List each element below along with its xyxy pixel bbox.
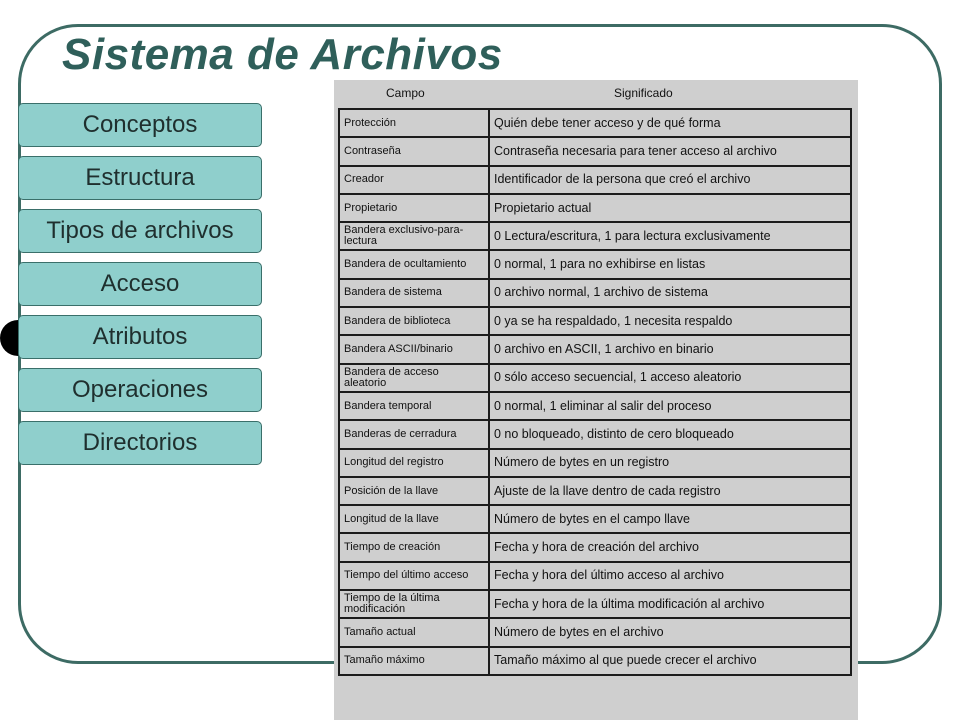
field-name-cell: Bandera de ocultamiento [339,250,489,278]
field-meaning-cell: Número de bytes en un registro [489,449,851,477]
table-row [339,137,851,165]
field-meaning-cell: 0 normal, 1 eliminar al salir del proceso [489,392,851,420]
field-name-cell: Longitud del registro [339,449,489,477]
table-row [339,166,851,194]
table-row [339,477,851,505]
nav-item-conceptos[interactable] [18,103,262,147]
nav-item-estructura[interactable] [18,156,262,200]
attributes-table-image [334,80,858,720]
field-meaning-cell: 0 archivo normal, 1 archivo de sistema [489,279,851,307]
nav-item-acceso[interactable] [18,262,262,306]
field-meaning-cell: Ajuste de la llave dentro de cada registro [489,477,851,505]
table-row [339,647,851,675]
table-row [339,505,851,533]
table-header [334,80,858,108]
table-row [339,449,851,477]
field-meaning-cell: Número de bytes en el archivo [489,618,851,646]
table-row [339,533,851,561]
field-meaning-cell: 0 normal, 1 para no exhibirse en listas [489,250,851,278]
field-meaning-cell: 0 no bloqueado, distinto de cero bloqueado [489,420,851,448]
field-name-cell: Bandera de sistema [339,279,489,307]
field-name-cell: Creador [339,166,489,194]
field-name-cell: Bandera temporal [339,392,489,420]
field-meaning-cell: Fecha y hora de creación del archivo [489,533,851,561]
field-name-cell: Bandera de biblioteca [339,307,489,335]
field-name-cell: Tamaño actual [339,618,489,646]
nav-item-label: Directorios [82,429,198,456]
header-significado: Significado [614,86,673,100]
field-meaning-cell: Tamaño máximo al que puede crecer el archivo [489,647,851,675]
nav-item-label: Atributos [92,323,188,350]
nav-item-label: Tipos de archivos [46,217,234,244]
nav-item-tipos-de-archivos[interactable] [18,209,262,253]
attributes-table [338,108,852,676]
table-row [339,364,851,392]
field-name-cell: Bandera de acceso aleatorio [339,364,489,392]
field-name-cell: Posición de la llave [339,477,489,505]
field-name-cell: Tiempo de la última modificación [339,590,489,618]
nav-item-label: Conceptos [82,111,198,138]
field-name-cell: Tiempo del último acceso [339,562,489,590]
field-meaning-cell: Propietario actual [489,194,851,222]
slide-title: Sistema de Archivos [62,30,503,79]
nav-item-label: Estructura [85,164,195,191]
field-meaning-cell: 0 archivo en ASCII, 1 archivo en binario [489,335,851,363]
field-name-cell: Longitud de la llave [339,505,489,533]
field-name-cell: Protección [339,109,489,137]
field-meaning-cell: 0 sólo acceso secuencial, 1 acceso aleatorio [489,364,851,392]
nav-item-operaciones[interactable] [18,368,262,412]
field-meaning-cell: 0 Lectura/escritura, 1 para lectura exclusivamente [489,222,851,250]
table-row [339,562,851,590]
field-meaning-cell: Contraseña necesaria para tener acceso al archivo [489,137,851,165]
field-meaning-cell: Identificador de la persona que creó el archivo [489,166,851,194]
table-row [339,618,851,646]
field-meaning-cell: 0 ya se ha respaldado, 1 necesita respaldo [489,307,851,335]
table-row [339,194,851,222]
field-meaning-cell: Fecha y hora del último acceso al archivo [489,562,851,590]
field-name-cell: Tamaño máximo [339,647,489,675]
table-row [339,279,851,307]
nav-item-directorios[interactable] [18,421,262,465]
field-name-cell: Tiempo de creación [339,533,489,561]
field-meaning-cell: Fecha y hora de la última modificación al archivo [489,590,851,618]
table-row [339,335,851,363]
table-row [339,307,851,335]
field-name-cell: Bandera exclusivo-para-lectura [339,222,489,250]
table-row [339,590,851,618]
field-name-cell: Propietario [339,194,489,222]
field-name-cell: Contraseña [339,137,489,165]
table-row [339,392,851,420]
field-name-cell: Banderas de cerradura [339,420,489,448]
header-campo: Campo [386,86,425,100]
table-row [339,250,851,278]
table-row [339,420,851,448]
field-name-cell: Bandera ASCII/binario [339,335,489,363]
table-row [339,222,851,250]
sidebar-nav [18,103,262,474]
field-meaning-cell: Quién debe tener acceso y de qué forma [489,109,851,137]
nav-item-label: Operaciones [71,376,209,403]
nav-item-label: Acceso [100,270,180,297]
nav-item-atributos[interactable] [18,315,262,359]
field-meaning-cell: Número de bytes en el campo llave [489,505,851,533]
table-row [339,109,851,137]
